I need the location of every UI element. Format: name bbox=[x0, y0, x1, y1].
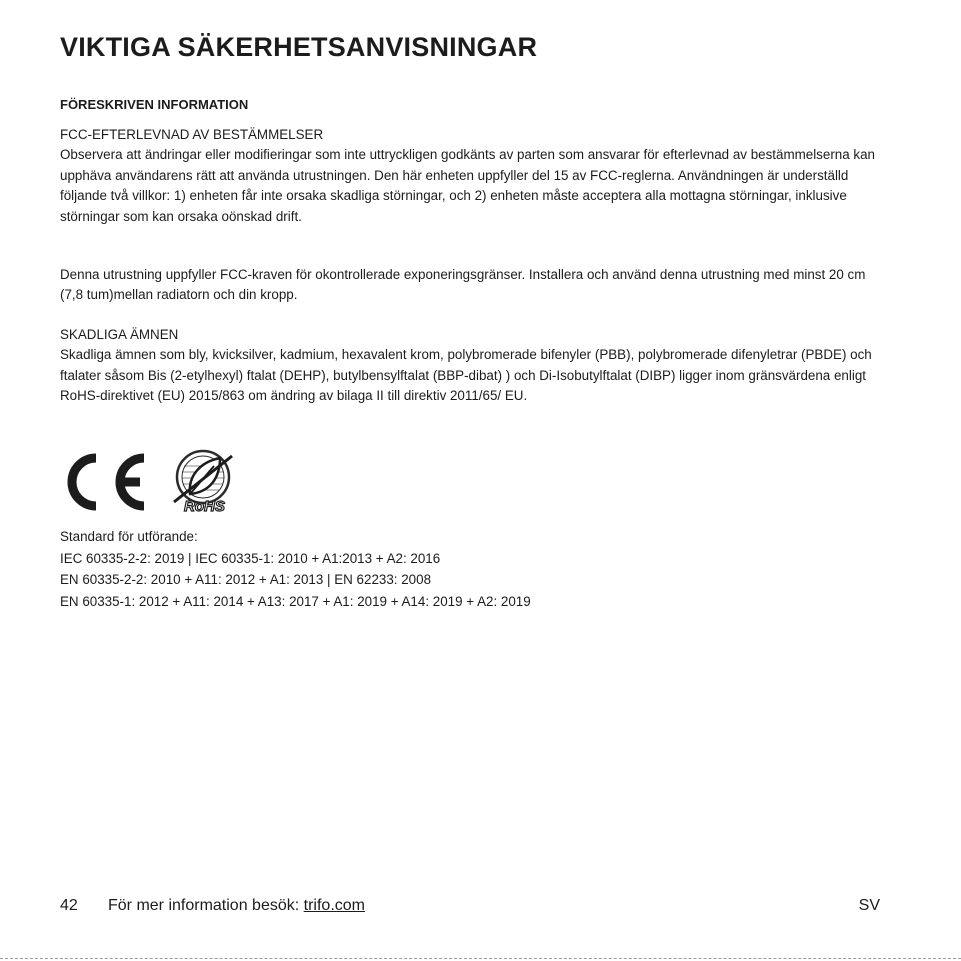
hazardous-section bbox=[60, 325, 890, 407]
fcc-section bbox=[60, 125, 890, 227]
section-subtitle: FÖRESKRIVEN INFORMATION bbox=[60, 97, 249, 112]
certification-logos bbox=[58, 448, 258, 518]
page-title: VIKTIGA SÄKERHETSANVISNINGAR bbox=[60, 32, 538, 62]
fcc-heading: FCC-EFTERLEVNAD AV BESTÄMMELSER bbox=[60, 127, 324, 142]
more-info-text: För mer information besök: bbox=[108, 897, 300, 914]
rohs-label: RoHS bbox=[184, 498, 225, 515]
language-code: SV bbox=[858, 897, 880, 914]
exposure-section bbox=[60, 265, 890, 306]
standards-line: IEC 60335-2-2: 2019 | IEC 60335-1: 2010 + A1:2013 + A2: 2016 bbox=[60, 550, 441, 566]
standards-line: EN 60335-2-2: 2010 + A11: 2012 + A1: 2013 | EN 62233: 2008 bbox=[60, 572, 432, 587]
rohs-leaf-icon bbox=[168, 448, 238, 516]
ce-mark-icon bbox=[58, 452, 150, 512]
more-info bbox=[108, 895, 365, 917]
standards-line: EN 60335-1: 2012 + A11: 2014 + A13: 2017 + A1: 2019 + A14: 2019 + A2: 2019 bbox=[60, 593, 531, 609]
exposure-body: Denna utrustning uppfyller FCC-kraven för okontrollerade exponeringsgränser. Installera och använd denna utrustning med minst 20 cm (7,8 tum)mellan radiatorn och din kropp. bbox=[60, 267, 866, 303]
standards-label: Standard för utförande: bbox=[60, 529, 198, 544]
page-number: 42 bbox=[60, 897, 78, 914]
hazardous-heading: SKADLIGA ÄMNEN bbox=[60, 327, 179, 342]
crop-line bbox=[0, 958, 961, 959]
fcc-body: Observera att ändringar eller modifieringar som inte uttryckligen godkänts av parten som ansvarar för efterlevnad av bestämmelserna kan upphäva användarens rätt att använda utrustningen. Den här enheten uppfyller del 15 av FCC-reglerna. Användningen är underställd följande två villkor: 1) enheten får inte orsaka skadliga störningar, och 2) enheten måste acceptera alla mottagna störningar, inklusive störningar som kan orsaka oönskad drift. bbox=[60, 147, 875, 224]
hazardous-body: Skadliga ämnen som bly, kvicksilver, kadmium, hexavalent krom, polybromerade bifenyler (PBB), polybromerade difenyletrar (PBDE) och ftalater såsom Bis (2-etylhexyl) ftalat (DEHP), butylbensylftalat (BBP-dibat) ) och Di-Isobutylftalat (DIBP) ligger inom gränsvärdena enligt RoHS-direktivet (EU) 2015/863 om ändring av bilaga II till direktiv 2011/65/ EU. bbox=[60, 347, 872, 404]
trifo-link[interactable]: trifo.com bbox=[303, 897, 365, 914]
standards-section bbox=[60, 526, 531, 612]
